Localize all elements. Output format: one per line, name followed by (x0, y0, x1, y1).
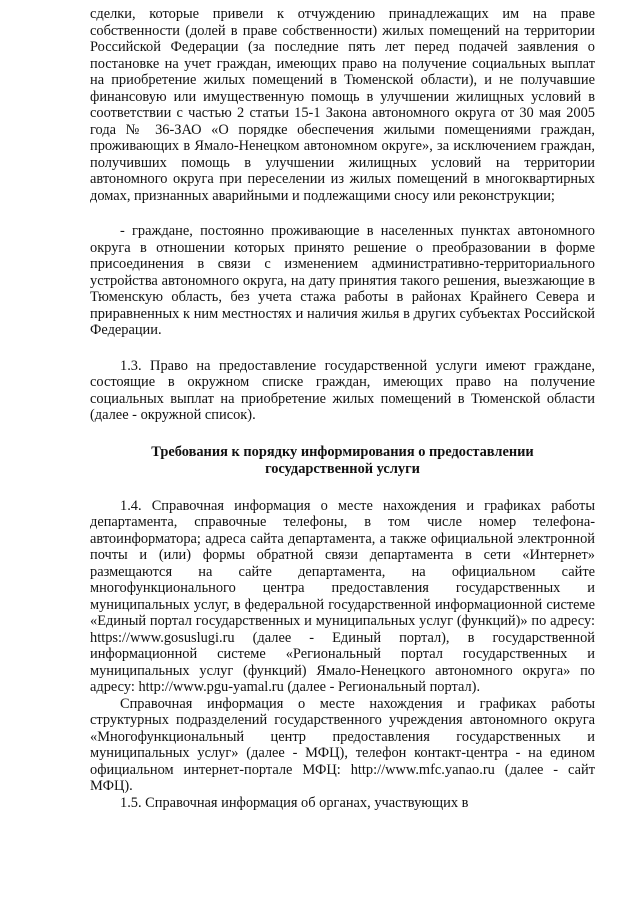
section-heading (90, 444, 595, 478)
section-heading-line-1: Требования к порядку информирования о предоставлении (151, 443, 534, 460)
document-page (90, 6, 595, 811)
paragraph-1-4: 1.4. Справочная информация о месте нахождения и графиках работы департамента, справочные телефоны, в том числе номер телефона-автоинформатора; адреса сайта департамента, а также официальной электронной почты и (или) формы обратной связи департамента в сети «Интернет» размещаются на сайте департамента, на официальном сайте многофункционального центра предоставления государственных и муниципальных услуг, в федеральной государственной информационной системе «Единый портал государственных и муниципальных услуг (функций)» по адресу: https://www.gosuslugi.ru (далее - Единый портал), в государственной информационной системе «Региональный портал государственных и муниципальных услуг (функций) Ямало-Ненецкого автономного округа» по адресу: http://www.pgu-yamal.ru (далее - Региональный портал). (90, 497, 595, 695)
section-heading-line-2: государственной услуги (265, 460, 420, 477)
paragraph-conditions: сделки, которые привели к отчуждению принадлежащих им на праве собственности (долей в праве собственности) жилых помещений на территории Российской Федерации (за последние пять лет перед подачей заявления о постановке на учет граждан, имеющих право на получение социальных выплат на приобретение жилых помещений в Тюменской области), и не получавшие финансовую или имущественную помощь в улучшении жилищных условий в соответствии с частью 2 статьи 15-1 Закона автономного округа от 30 мая 2005 года № 36-ЗАО «О порядке обеспечения жилыми помещениями граждан, проживающих в Ямало-Ненецком автономном округе», за исключением граждан, получивших помощь в улучшении жилищных условий на территории автономного округа при переселении из жилых помещений в многоквартирных домах, признанных аварийными и подлежащими сносу или реконструкции; (90, 6, 595, 204)
paragraph-mfc-info: Справочная информация о месте нахождения и графиках работы структурных подразделений государственного учреждения автономного округа «Многофункциональный центр предоставления государственных и муниципальных услуг» (далее - МФЦ), телефон контакт-центра - на едином официальном интернет-портале МФЦ: http://www.mfc.yanao.ru (далее - сайт МФЦ). (90, 695, 595, 794)
paragraph-1-3: 1.3. Право на предоставление государственной услуги имеют граждане, состоящие в окружном списке граждан, имеющих право на получение социальных выплат на приобретение жилых помещений в Тюменской области (далее - окружной список). (90, 357, 595, 423)
paragraph-1-5: 1.5. Справочная информация об органах, участвующих в (120, 794, 469, 811)
paragraph-relocation: - граждане, постоянно проживающие в населенных пунктах автономного округа в отношении которых принято решение о преобразовании в форме присоединения в связи с изменением административно-территориального устройства автономного округа, на дату принятия такого решения, выезжающие в Тюменскую область, без учета стажа работы в районах Крайнего Севера и приравненных к ним местностях и наличия жилья в других субъектах Российской Федерации. (90, 223, 595, 338)
